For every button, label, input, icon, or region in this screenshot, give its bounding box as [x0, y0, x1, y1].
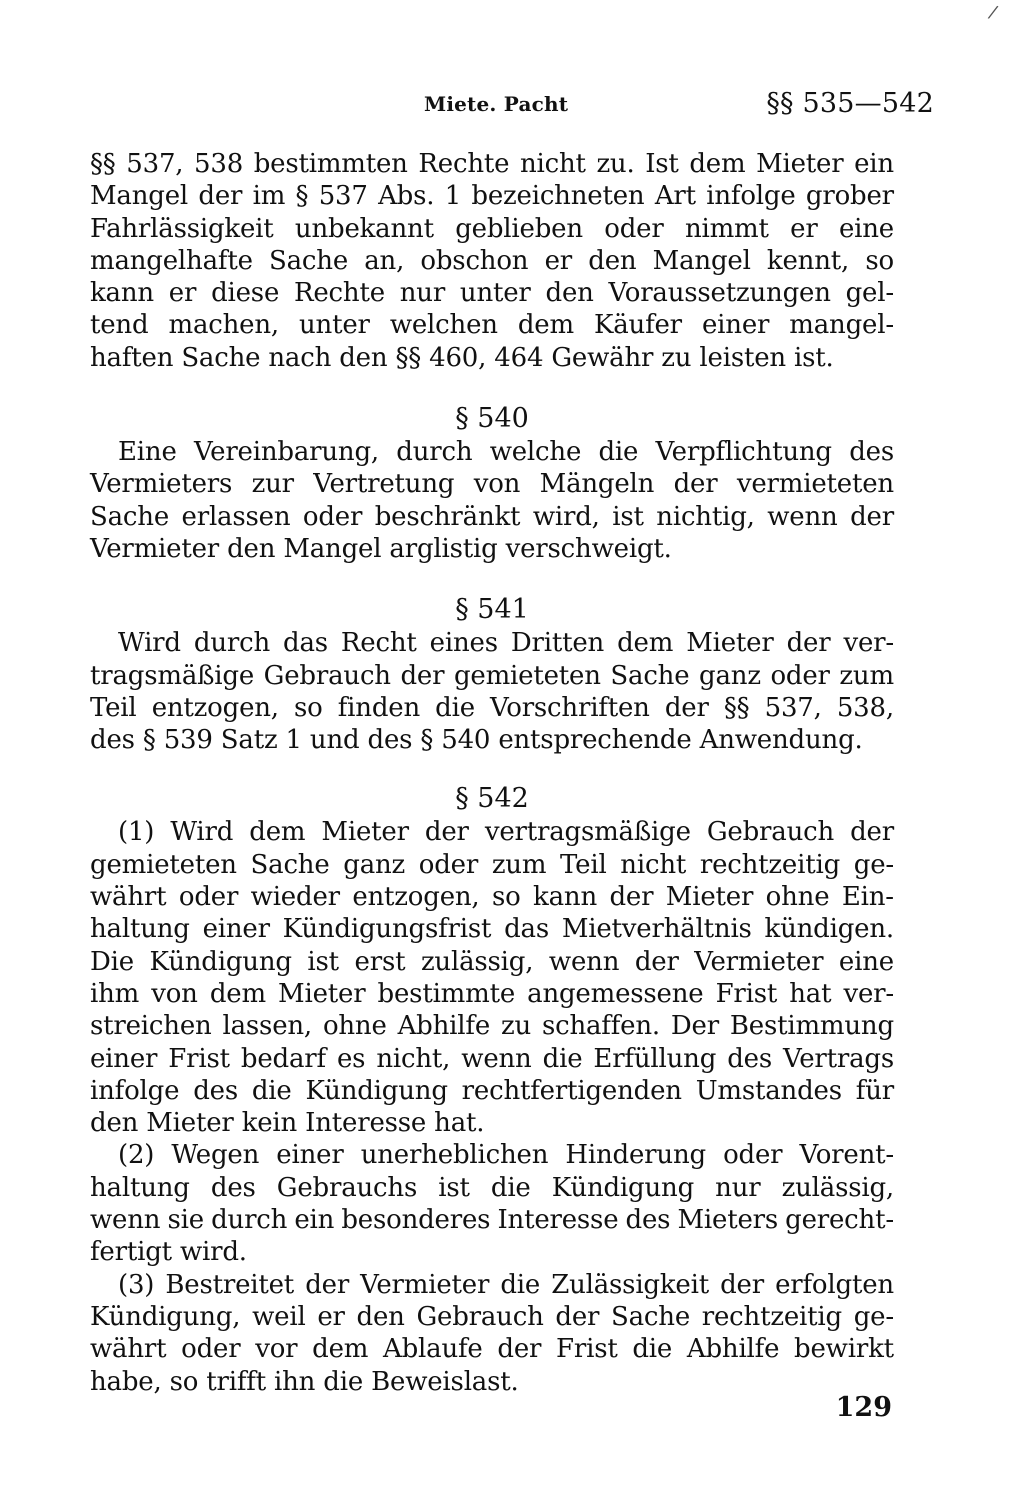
section-542	[90, 782, 894, 1397]
corner-mark: /	[986, 1, 1000, 24]
text-line: den Mieter kein Interesse hat.	[90, 1108, 485, 1139]
text-line: Sache erlassen oder beschränkt wird, ist nichtig, wenn der	[90, 501, 894, 532]
text-line: streichen lassen, ohne Abhilfe zu schaffen. Der Bestimmung	[90, 1011, 894, 1042]
text-line: Wird durch das Recht eines Dritten dem Mieter der ver-	[118, 628, 894, 659]
text-line: des § 539 Satz 1 und des § 540 entsprechende Anwendung.	[90, 725, 863, 756]
paragraph-1	[90, 816, 894, 1139]
paragraph-3	[90, 1269, 894, 1398]
section-heading: § 541	[455, 594, 529, 626]
text-line: gemieteten Sache ganz oder zum Teil nicht rechtzeitig ge-	[90, 849, 894, 880]
section-heading: § 540	[455, 403, 529, 435]
section-541	[90, 593, 894, 756]
text-line: haften Sache nach den §§ 460, 464 Gewähr zu leisten ist.	[90, 342, 834, 373]
text-line: wenn sie durch ein besonderes Interesse des Mieters gerecht-	[90, 1205, 894, 1236]
section-heading: § 542	[455, 783, 529, 815]
text-line: Fahrlässigkeit unbekannt geblieben oder nimmt er eine	[90, 213, 894, 244]
text-line: Mangel der im § 537 Abs. 1 bezeichneten Art infolge grober	[90, 181, 894, 212]
text-line: (1) Wird dem Mieter der vertragsmäßige Gebrauch der	[118, 817, 894, 848]
text-line: währt oder vor dem Ablaufe der Frist die Abhilfe bewirkt	[90, 1334, 894, 1365]
paragraph-2	[90, 1139, 894, 1268]
running-head	[90, 88, 934, 132]
text-line: mangelhafte Sache an, obschon er den Mangel kennt, so	[90, 245, 894, 276]
text-line: Die Kündigung ist erst zulässig, wenn der Vermieter eine	[90, 946, 894, 977]
page-body	[90, 148, 894, 1398]
text-line: infolge des die Kündigung rechtfertigenden Umstandes für	[90, 1075, 894, 1106]
page-number: 129	[835, 1392, 892, 1423]
text-line: einer Frist bedarf es nicht, wenn die Erfüllung des Vertrags	[90, 1043, 894, 1074]
text-line: haltung des Gebrauchs ist die Kündigung nur zulässig,	[90, 1172, 894, 1203]
text-line: kann er diese Rechte nur unter den Voraussetzungen gel-	[90, 278, 894, 309]
text-line: Kündigung, weil er den Gebrauch der Sache rechtzeitig ge-	[90, 1301, 894, 1332]
continuation-paragraph	[90, 148, 894, 374]
text-line: fertigt wird.	[90, 1237, 247, 1268]
text-line: Vermieter den Mangel arglistig verschweigt.	[90, 533, 672, 564]
text-line: tend machen, unter welchen dem Käufer einer mangel-	[90, 310, 894, 341]
text-line: §§ 537, 538 bestimmten Rechte nicht zu. Ist dem Mieter ein	[90, 149, 894, 179]
text-line: Teil entzogen, so finden die Vorschriften der §§ 537, 538,	[90, 692, 894, 723]
text-line: haltung einer Kündigungsfrist das Mietverhältnis kündigen.	[90, 914, 894, 945]
text-line: (3) Bestreitet der Vermieter die Zulässigkeit der erfolgten	[118, 1269, 894, 1300]
text-line: tragsmäßige Gebrauch der gemieteten Sache ganz oder zum	[90, 660, 894, 691]
text-line: habe, so trifft ihn die Beweislast.	[90, 1366, 519, 1397]
text-line: währt oder wieder entzogen, so kann der Mieter ohne Ein-	[90, 882, 894, 913]
running-head-title: Miete. Pacht	[424, 92, 569, 116]
text-line: (2) Wegen einer unerheblichen Hinderung oder Vorent-	[118, 1140, 894, 1171]
section-540	[90, 402, 894, 565]
text-line: ihm von dem Mieter bestimmte angemessene Frist hat ver-	[90, 978, 894, 1009]
running-head-section-range: §§ 535—542	[766, 88, 934, 119]
text-line: Eine Vereinbarung, durch welche die Verpflichtung des	[118, 437, 894, 468]
text-line: Vermieters zur Vertretung von Mängeln der vermieteten	[90, 469, 894, 500]
